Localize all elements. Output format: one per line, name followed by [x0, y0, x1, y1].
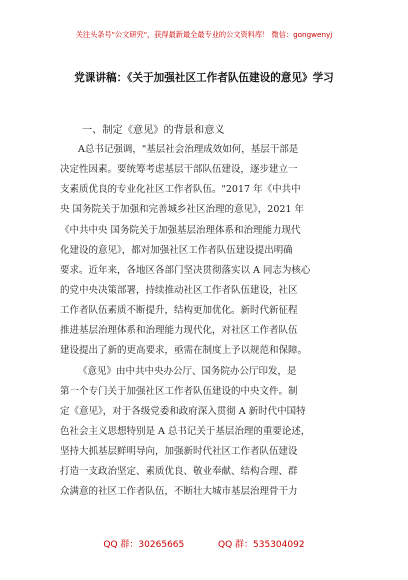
text-line: 坚持大抓基层鲜明导向，加强新时代社区工作者队伍建设 — [60, 446, 298, 458]
text-line: 支素质优良的专业化社区工作者队伍。"2017 年《中共中 — [60, 184, 301, 196]
footer-contacts — [0, 537, 408, 550]
text-line: 色社会主义思想特别是 A 总书记关于基层治理的重要论述， — [60, 425, 311, 437]
text-line: 央 国务院关于加强和完善城乡社区治理的意见》，2021 年 — [60, 204, 304, 216]
document-title: 党课讲稿：《关于加强社区工作者队伍建设的意见》学习 — [74, 72, 334, 84]
text-line: 的党中央决策部署，持续推动社区工作者队伍建设，社区 — [60, 284, 298, 296]
body-text — [60, 140, 360, 503]
text-line: 《中共中央 国务院关于加强基层治理体系和治理能力现代 — [60, 224, 301, 236]
top-banner: 关注头条号"公文研究"，获得最新最全最专业的公文资料库！ 微信：gongwenyj — [75, 30, 333, 39]
text-line: 要求。近年来，各地区各部门坚决贯彻落实以 A 同志为核心 — [60, 264, 311, 276]
text-line: 《意见》由中共中央办公厅、国务院办公厅印发，是 — [78, 365, 297, 377]
text-line: A总书记强调，"基层社会治理成效如何，基层干部是 — [78, 144, 299, 155]
text-line: 打造一支政治坚定、素质优良、敬业奉献、结构合理、群 — [60, 466, 298, 478]
text-line: 决定性因素。要统筹考虑基层干部队伍建设，逐步建立一 — [60, 164, 298, 176]
section-heading: 一、制定《意见》的背景和意义 — [82, 125, 225, 136]
text-line: 化建设的意见》，都对加强社区工作者队伍建设提出明确 — [60, 244, 293, 256]
text-line: 推进基层治理体系和治理能力现代化，对社区工作者队伍 — [60, 325, 298, 337]
text-line: 建设提出了新的更高要求，亟需在制度上予以规范和保障。 — [60, 345, 308, 357]
text-line: 工作者队伍素质不断提升，结构更加优化。新时代新征程 — [60, 305, 298, 317]
text-line: 定《意见》，对于各级党委和政府深入贯彻 A 新时代中国特 — [60, 405, 306, 417]
text-line: 第一个专门关于加强社区工作者队伍建设的中央文件。制 — [60, 385, 298, 397]
text-line: 众满意的社区工作者队伍，不断壮大城市基层治理骨干力 — [60, 486, 298, 498]
footer-qq-group-2: QQ 群：535304092 — [218, 540, 305, 550]
footer-qq-group-1: QQ 群：30265665 — [103, 540, 185, 550]
